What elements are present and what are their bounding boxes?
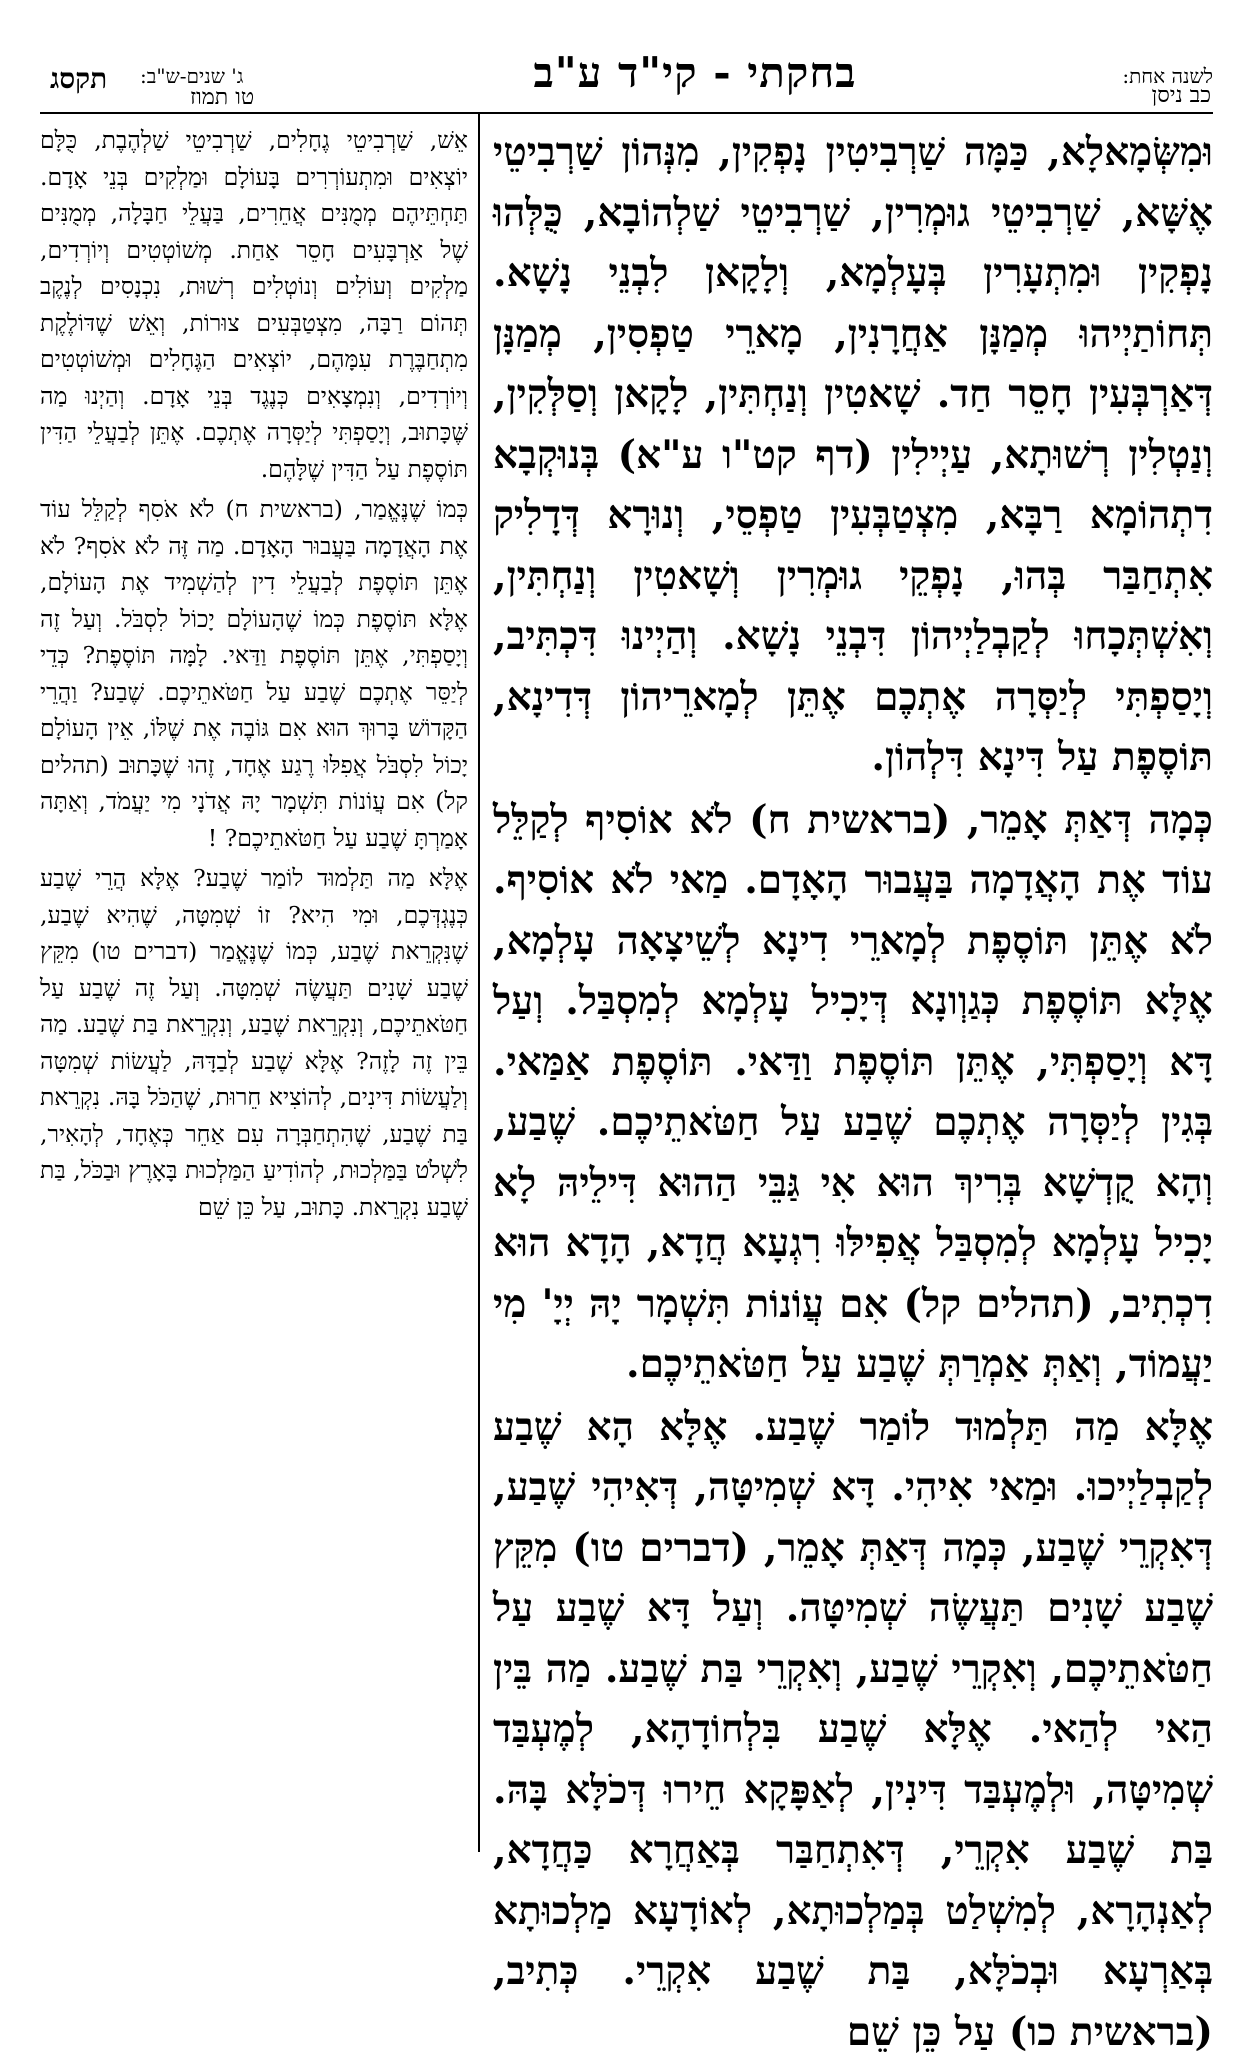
column-divider: [478, 112, 480, 1852]
study-schedule-one-year-date: כב ניסן: [1152, 82, 1211, 108]
main-paragraph-2: כְּמָה דְּאַתְּ אָמֵר, (בראשית ח) לֹא אוֹסִיף לְקַלֵּל עוֹד אֶת הָאֲדָמָה בַּעֲבוּר הָאָדָם. מַאי לֹא אוֹסִיף. לֹא אֶתֵּן תּוֹסֶפֶת לְמָארֵי דִינָא לְשֵׁיצָאָה עָלְמָא, אֶלָּא תּוֹסֶפֶת כְּגַוְונָא דְּיָכִיל עָלְמָא לְמִסְבַּל. וְעַל דָּא וְיָסַפְתִּי, אֶתֵּן תּוֹסֶפֶת וַדַּאי. תּוֹסֶפֶת אַמַּאי. בְּגִין לְיַסְּרָה אֶתְכֶם שֶׁבַע עַל חַטֹּאתֵיכֶם. שֶׁבַע, וְהָא קֻדְשָׁא בְּרִיךְ הוּא אִי גַּבֵּי הַהוּא דִּילֵיהּ לָא יָכִיל עָלְמָא לְמִסְבַּל אֲפִילּוּ רִגְעָא חֲדָא, הָדָא הוּא דִכְתִיב, (תהלים קל) אִם עֲוֹנוֹת תִּשְׁמָר יָהּ יְיָ' מִי יַעֲמוֹד, וְאַתְּ אַמְרַתְּ שֶׁבַע עַל חַטֹּאתֵיכֶם.: [493, 790, 1213, 1395]
translation-column: [40, 122, 468, 1862]
translation-paragraph-3: אֶלָּא מַה תַּלְמוּד לוֹמַר שֶׁבַע? אֶלָּא הֲרֵי שֶׁבַע כְּנֶגְדְּכֶם, וּמִי הִיא? זוֹ שְׁמִטָּה, שֶׁהִיא שֶׁבַע, שֶׁנִּקְרֵאת שֶׁבַע, כְּמוֹ שֶׁנֶּאֱמַר (דברים טו) מִקֵּץ שֶׁבַע שָׁנִים תַּעֲשֶׂה שְׁמִטָּה. וְעַל זֶה שֶׁבַע עַל חַטֹּאתֵיכֶם, וְנִקְרֵאת שֶׁבַע, וְנִקְרֵאת בַּת שֶׁבַע. מַה בֵּין זֶה לָזֶה? אֶלָּא שֶׁבַע לְבַדָּהּ, לַעֲשׂוֹת שְׁמִטָּה וְלַעֲשׂוֹת דִּינִים, לְהוֹצִיא חֵרוּת, שֶׁהַכֹּל בָּהּ. נִקְרֵאת בַּת שֶׁבַע, שֶׁהִתְחַבְּרָה עִם אַחֵר כְּאֶחָד, לְהָאִיר, לִשְׁלֹט בַּמַּלְכוּת, לְהוֹדִיעַ הַמַּלְכוּת בָּאָרֶץ וּבַכֹּל, בַּת שֶׁבַע נִקְרֵאת. כָּתוּב, עַל כֵּן שֵׁם: [40, 860, 468, 1225]
page-number: תקסג: [50, 62, 107, 96]
header-divider: [40, 112, 1213, 114]
page-title: בחקתי - קי"ד ע"ב: [415, 48, 975, 98]
translation-paragraph-2: כְּמוֹ שֶׁנֶּאֱמַר, (בראשית ח) לֹא אֹסִף לְקַלֵּל עוֹד אֶת הָאֲדָמָה בַּעֲבוּר הָאָדָם. מַה זֶּה לֹא אֹסִף? לֹא אֶתֵּן תּוֹסֶפֶת לְבַעֲלֵי דִין לְהַשְׁמִיד אֶת הָעוֹלָם, אֶלָּא תּוֹסֶפֶת כְּמוֹ שֶׁהָעוֹלָם יָכוֹל לִסְבֹּל. וְעַל זֶה וְיָסַפְתִּי, אֶתֵּן תּוֹסֶפֶת וַדַּאי. לָמָּה תּוֹסֶפֶת? כְּדֵי לְיַסֵּר אֶתְכֶם שֶׁבַע עַל חַטֹּאתֵיכֶם. שֶׁבַע? וַהֲרֵי הַקָּדוֹשׁ בָּרוּךְ הוּא אִם גּוֹבֶה אֶת שֶׁלּוֹ, אֵין הָעוֹלָם יָכוֹל לִסְבֹּל אֲפִלּוּ רֶגַע אֶחָד, זֶהוּ שֶׁכָּתוּב (תהלים קל) אִם עֲוֹנוֹת תִּשְׁמָר יָהּ אֲדֹנָי מִי יַעֲמֹד, וְאַתָּה אָמַרְתָּ שֶׁבַע עַל חַטֹּאתֵיכֶם? !: [40, 491, 468, 856]
main-paragraph-1: וּמִשְּׂמָאלָא, כַּמָּה שַׁרְבִיטִין נָפְקִין, מִנְּהוֹן שַׁרְבִיטֵי אֶשָּׁא, שַׁרְבִיטֵי גוּמְרִין, שַׁרְבִיטֵי שַׁלְהוֹבָא, כֻּלְּהוּ נָפְקִין וּמִתְעָרִין בְּעָלְמָא, וְלָקָאן לִבְנֵי נָשָׁא. תְּחוֹתַיְיהוּ מְמַנָּן אַחֲרָנִין, מָארֵי טַפְסִין, מְמַנָּן דְּאַרְבְּעִין חָסֵר חַד. שָׁאטִין וְנַחְתִּין, לָקָאן וְסַלְּקִין, וְנַטְלִין רְשׁוּתָא, עַיְילִין (דף קט"ו ע"א) בְּנוּקְבָא דִתְהוֹמָא רַבָּא, מִצְטַבְּעִין טַפְסֵי, וְנוּרָא דְּדָלִיק אִתְחַבַּר בְּהוּ, נָפְקֵי גוּמְרִין וְשָׁאטִין וְנַחְתִּין, וְאִשְׁתְּכָחוּ לְקַבְלַיְיהוֹן דִּבְנֵי נָשָׁא. וְהַיְינוּ דִּכְתִּיב, וְיָסַפְתִּי לְיַסְּרָה אֶתְכֶם אֶתֵּן לְמָארֵיהוֹן דְּדִינָא, תּוֹסֶפֶת עַל דִּינָא דִּלְהוֹן.: [493, 122, 1213, 788]
page-header: [0, 0, 1253, 100]
main-paragraph-3: אֶלָּא מַה תַּלְמוּד לוֹמַר שֶׁבַע. אֶלָּא הָא שֶׁבַע לְקַבְלַיְיכוּ. וּמַאי אִיהִי. דָּא שְׁמִיטָּה, דְּאִיהִי שֶׁבַע, דְּאִקְרֵי שֶׁבַע, כְּמָה דְּאַתְּ אָמֵר, (דברים טו) מִקֵּץ שֶׁבַע שָׁנִים תַּעֲשֶׂה שְׁמִיטָּה. וְעַל דָּא שֶׁבַע עַל חַטֹּאתֵיכֶם, וְאִקְרֵי שֶׁבַע, וְאִקְרֵי בַּת שֶׁבַע. מַה בֵּין הַאי לְהַאי. אֶלָּא שֶׁבַע בִּלְחוֹדָהָא, לְמֶעְבַּד שְׁמִיטָּה, וּלְמֶעְבַּד דִּינִין, לְאַפָּקָא חֵירוּ דְּכֹלָּא בָּהּ. בַּת שֶׁבַע אִקְרֵי, דְּאִתְחַבַּר בְּאַחֲרָא כַּחֲדָא, לְאַנְהָרָא, לְמִשְׁלַט בְּמַלְכוּתָא, לְאוֹדָעָא מַלְכוּתָא בְּאַרְעָא וּבְכֹלָּא, בַּת שֶׁבַע אִקְרֵי. כְּתִיב, (בראשית כו) עַל כֵּן שֵׁם: [493, 1397, 1213, 2062]
translation-paragraph-1: אֵשׁ, שַׁרְבִיטֵי גֶחָלִים, שַׁרְבִיטֵי שַׁלְהֶבֶת, כֻּלָּם יוֹצְאִים וּמִתְעוֹרְרִים בָּעוֹלָם וּמַלְקִים בְּנֵי אָדָם. תַּחְתֵּיהֶם מְמֻנִּים אֲחֵרִים, בַּעֲלֵי חַבָּלָה, מְמֻנִּים שֶׁל אַרְבָּעִים חָסֵר אַחַת. מְשׁוֹטְטִים וְיוֹרְדִים, מַלְקִים וְעוֹלִים וְנוֹטְלִים רְשׁוּת, נִכְנָסִים לְנֶקֶב תְּהוֹם רַבָּה, מִצְטַבְּעִים צוּרוֹת, וְאֵשׁ שֶׁדּוֹלֶקֶת מִתְחַבֶּרֶת עִמָּהֶם, יוֹצְאִים הַגֶּחָלִים וּמְשׁוֹטְטִים וְיוֹרְדִים, וְנִמְצָאִים כְּנֶגֶד בְּנֵי אָדָם. וְהַיְנוּ מַה שֶּׁכָּתוּב, וְיָסַפְתִּי לְיַסְּרָה אֶתְכֶם. אֶתֵּן לְבַעֲלֵי הַדִּין תּוֹסֶפֶת עַל הַדִּין שֶׁלָּהֶם.: [40, 122, 468, 487]
study-schedule-three-year-label: ג' שנים-ש"ב:: [140, 64, 243, 89]
study-schedule-three-year-date: טו תמוז: [190, 84, 254, 110]
study-schedule-one-year-label: לשנה אחת:: [1122, 64, 1213, 89]
main-text-column: [493, 122, 1213, 1862]
